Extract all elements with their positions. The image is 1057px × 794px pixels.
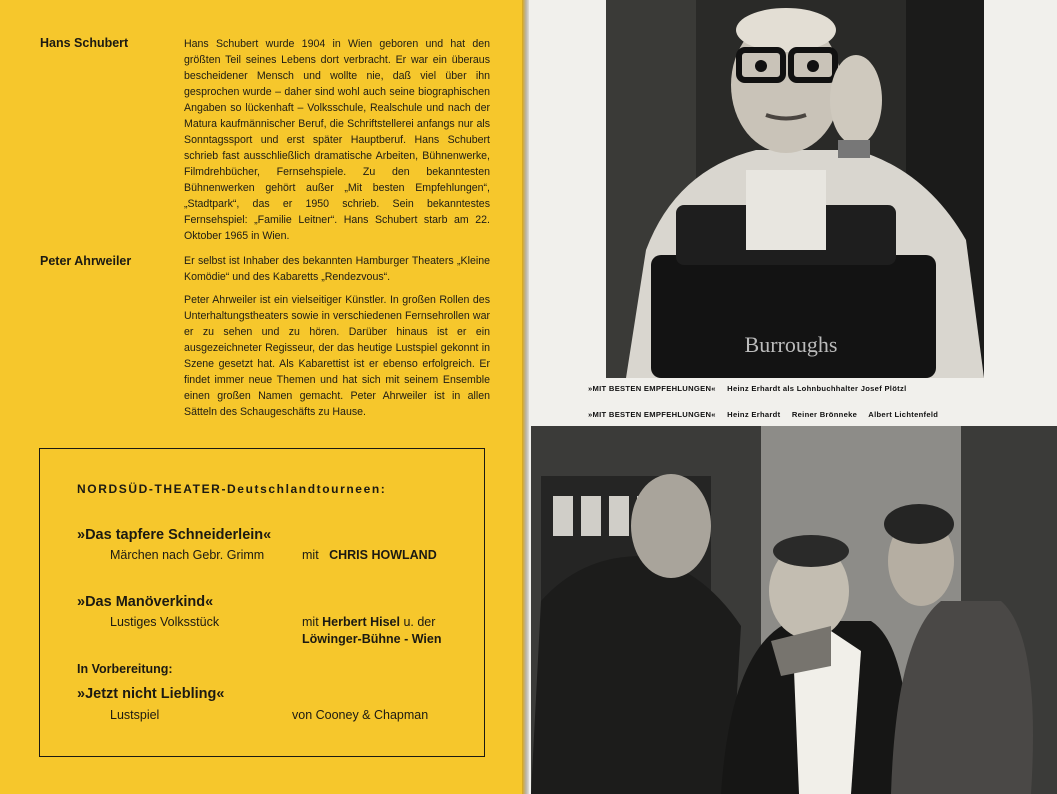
play-credit-liebling: von Cooney & Chapman [292, 708, 429, 722]
bio-text-schubert: Hans Schubert wurde 1904 in Wien geboren und hat den größten Teil seines Lebens dort verbracht. Er war ein überaus bescheidener Mensch und wollte nie, daß viel über ihn gesprochen wurde – daher sind wohl auch seine biographischen Angaben so lückenhaft – Volksschule, Realschule und nach der Matura kaufmännischer Beruf, die Schriftstellerei anfangs nur als Sonntagssport und erst später Hauptberuf. Hans Schubert schrieb fast ausschließlich dramatische Arbeiten, Bühnenwerke, Filmdrehbücher, Fernsehspiele. Zu den bekanntesten Bühnenwerken gehört außer „Mit besten Empfehlungen“, „Stadtpark“, das er 1950 schrieb. Sein bekanntestes Fernsehspiel: „Familie Leitner“. Hans Schubert starb am 22. Oktober 1965 in Wien. [184, 38, 490, 242]
tour-box [39, 448, 485, 757]
bio-name-schubert: Hans Schubert [40, 36, 129, 50]
play-subtitle-liebling: Lustspiel [110, 708, 160, 722]
play-title-schneiderlein: »Das tapfere Schneiderlein« [77, 527, 272, 543]
photo-three-actors [531, 426, 1057, 794]
bio-text-ahrweiler-2: Peter Ahrweiler ist ein vielseitiger Künstler. In großen Rollen des Unterhaltungstheaters sowie in verschiedenen Fernsehrollen war er zu sehen und zu hören. Darüber hinaus ist er ein ausgezeichneter Regisseur, der das heutige Lustspiel gekonnt in Szene gesetzt hat. Als Kabarettist ist er ebenso erfolgreich. Er findet immer neue Themen und hat sich mit seinem Ensemble einen großen Namen gemacht. Peter Ahrweiler ist in allen Sätteln des Schaugeschäfts zu Hause. [184, 294, 490, 418]
play-title-manoeverkind: »Das Manöverkind« [77, 594, 214, 610]
photo-heinz-erhardt-typewriter [606, 0, 984, 378]
photo-illustration [606, 0, 984, 378]
photo-caption-bottom: »MIT BESTEN EMPFEHLUNGEN« Heinz Erhardt Reiner Brönneke Albert Lichtenfeld [588, 410, 939, 419]
bio-name-ahrweiler: Peter Ahrweiler [40, 254, 132, 268]
tour-heading: NORDSÜD-THEATER-Deutschlandtourneen: [77, 482, 387, 496]
preparation-label: In Vorbereitung: [77, 662, 173, 676]
play-title-liebling: »Jetzt nicht Liebling« [77, 686, 225, 702]
photo-illustration-group [531, 426, 1057, 794]
left-page [0, 0, 525, 794]
bio-text-ahrweiler-1: Er selbst ist Inhaber des bekannten Hamburger Theaters „Kleine Komödie“ und des Kabaretts „Rendezvous“. [184, 255, 490, 283]
typewriter-brand: Burroughs [744, 332, 838, 357]
play-subtitle-manoeverkind: Lustiges Volksstück [110, 615, 220, 629]
play-credit-manoeverkind-line1: mit Herbert Hisel u. der [302, 615, 436, 629]
play-subtitle-schneiderlein: Märchen nach Gebr. Grimm [110, 548, 265, 562]
play-credit-manoeverkind-line2: Löwinger-Bühne - Wien [302, 632, 442, 646]
photo-caption-top: »MIT BESTEN EMPFEHLUNGEN« Heinz Erhardt als Lohnbuchhalter Josef Plötzl [588, 384, 907, 393]
play-credit-schneiderlein: mit CHRIS HOWLAND [302, 548, 437, 562]
